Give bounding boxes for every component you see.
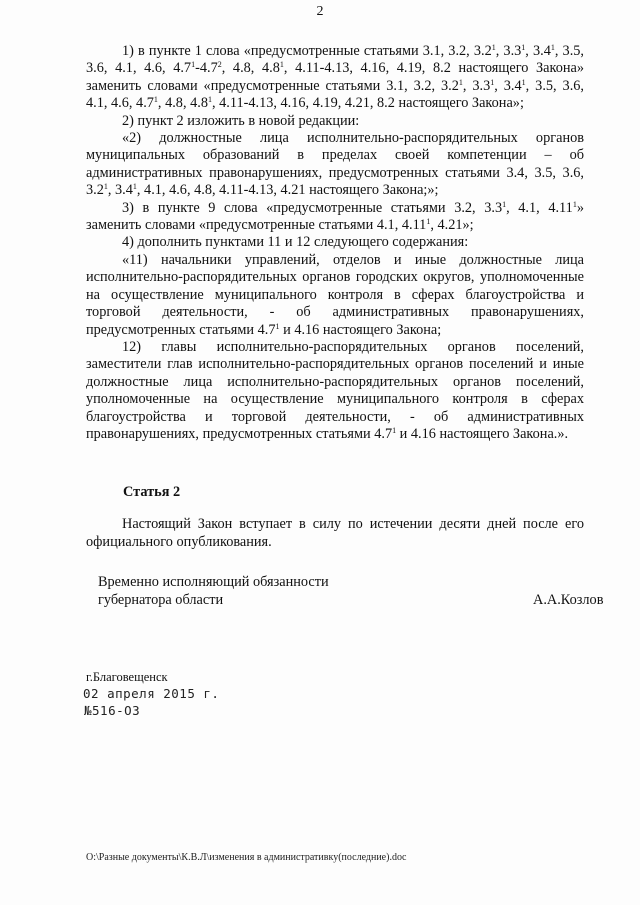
text-run: , 3.5, 3.6, 4.1, 4.6, 4.7 (86, 43, 584, 77)
superscript: 2 (217, 60, 222, 70)
file-path-footer: O:\Разные документы\К.В.Л\изменения в административку(последние).doc (86, 852, 407, 863)
superscript: 1 (550, 43, 555, 52)
amendment-item-4: 4) дополнить пунктами 11 и 12 следующего содержания: (122, 234, 469, 251)
text-run: , 3.3 (462, 77, 491, 94)
page-number: 2 (316, 4, 324, 19)
superscript: 1 (572, 199, 577, 209)
superscript: 1 (153, 95, 158, 105)
amendments-body (86, 43, 584, 443)
text-run: , 3.4 (494, 77, 522, 94)
superscript: 1 (491, 43, 496, 52)
superscript: 1 (132, 182, 137, 192)
text-run: 3) в пункте 9 слова «предусмотренные статьями 3.2, 3.3 (122, 199, 503, 216)
text-run: » заменить словами «предусмотренные статьями 4.1, 4.11 (86, 199, 584, 234)
superscript: 1 (392, 425, 397, 435)
superscript: 1 (426, 217, 431, 227)
superscript: 1 (103, 182, 108, 192)
text-run: и 4.16 настоящего Закона.». (396, 425, 569, 442)
text-run: 12) главы исполнительно-распорядительных органов поселений, заместители глав исполнительно-распорядительных органов поселений и иные должностные лица исполнительно-распорядительных органов поселений, уполномоченные на осуществление муниципального контроля в сферах благоустройства и торговой деятельности, - об административных правонарушениях, предусмотренных статьями 4.7 (86, 338, 584, 442)
superscript: 1 (490, 77, 495, 87)
amendment-item-2-text (86, 130, 584, 200)
article-title: Статья 2 (123, 484, 181, 500)
place-city: г.Благовещенск (86, 670, 168, 684)
signer-title (98, 573, 329, 609)
amendment-item-3 (86, 200, 584, 235)
article-text: Настоящий Закон вступает в силу по истечении десяти дней после его официального опубликования. (86, 516, 584, 550)
text-run: , 3.4 (107, 182, 133, 199)
signer-name: А.А.Козлов (533, 592, 604, 608)
text-run: , 4.11-4.13, 4.16, 4.19, 4.21, 8.2 настоящего Закона»; (211, 95, 524, 112)
article-body (86, 515, 584, 551)
signer-title-line-1: Временно исполняющий обязанности (98, 574, 329, 590)
text-run: , 3.4 (525, 43, 551, 59)
text-run: , 3.5, 3.6, 4.1, 4.6, 4.7 (86, 77, 585, 112)
amendment-item-1 (86, 43, 584, 113)
adoption-date: 02 апреля 2015 г. (83, 686, 220, 701)
text-run: 1) в пункте 1 слова «предусмотренные статьями 3.1, 3.2, 3.2 (122, 43, 492, 59)
text-run: , 4.1, 4.6, 4.8, 4.11-4.13, 4.21 настоящего Закона;»; (136, 182, 439, 199)
text-run: и 4.16 настоящего Закона; (279, 321, 442, 338)
text-run: , 4.8, 4.8 (157, 95, 208, 112)
new-point-12 (86, 339, 584, 443)
text-run: , 4.8, 4.8 (221, 60, 280, 77)
superscript: 1 (521, 77, 526, 87)
superscript: 1 (275, 321, 280, 331)
superscript: 1 (458, 77, 463, 87)
superscript: 1 (191, 60, 196, 70)
text-run: , 4.21»; (430, 217, 474, 234)
signer-title-line-2: губернатора области (98, 592, 224, 608)
superscript: 1 (207, 95, 212, 105)
new-point-11 (86, 252, 584, 339)
text-run: , 4.1, 4.11 (506, 199, 573, 216)
text-run: , 3.3 (495, 43, 522, 59)
law-number: №516-ОЗ (84, 703, 141, 718)
superscript: 1 (502, 199, 507, 209)
text-run: -4.7 (195, 60, 218, 77)
amendment-item-2: 2) пункт 2 изложить в новой редакции: (122, 112, 360, 129)
text-run: «11) начальники управлений, отделов и иные должностные лица исполнительно-распорядительных органов городских округов, уполномоченные на осуществление муниципального контроля в сферах благоустройства и торговой деятельности, - об административных правонарушениях, предусмотренных статьями 4.7 (86, 251, 584, 338)
superscript: 1 (279, 60, 284, 70)
text-run: «2) должностные лица исполнительно-распорядительных органов муниципальных образований в пределах своей компетенции – об административных правонарушениях, предусмотренных статьями 3.4, 3.5, 3.6, 3.2 (86, 130, 584, 199)
text-run: , 4.11-4.13, 4.16, 4.19, 8.2 настоящего Закона» заменить словами «предусмотренные статьями 3.1, 3.2, 3.2 (86, 60, 585, 94)
superscript: 1 (521, 43, 526, 52)
